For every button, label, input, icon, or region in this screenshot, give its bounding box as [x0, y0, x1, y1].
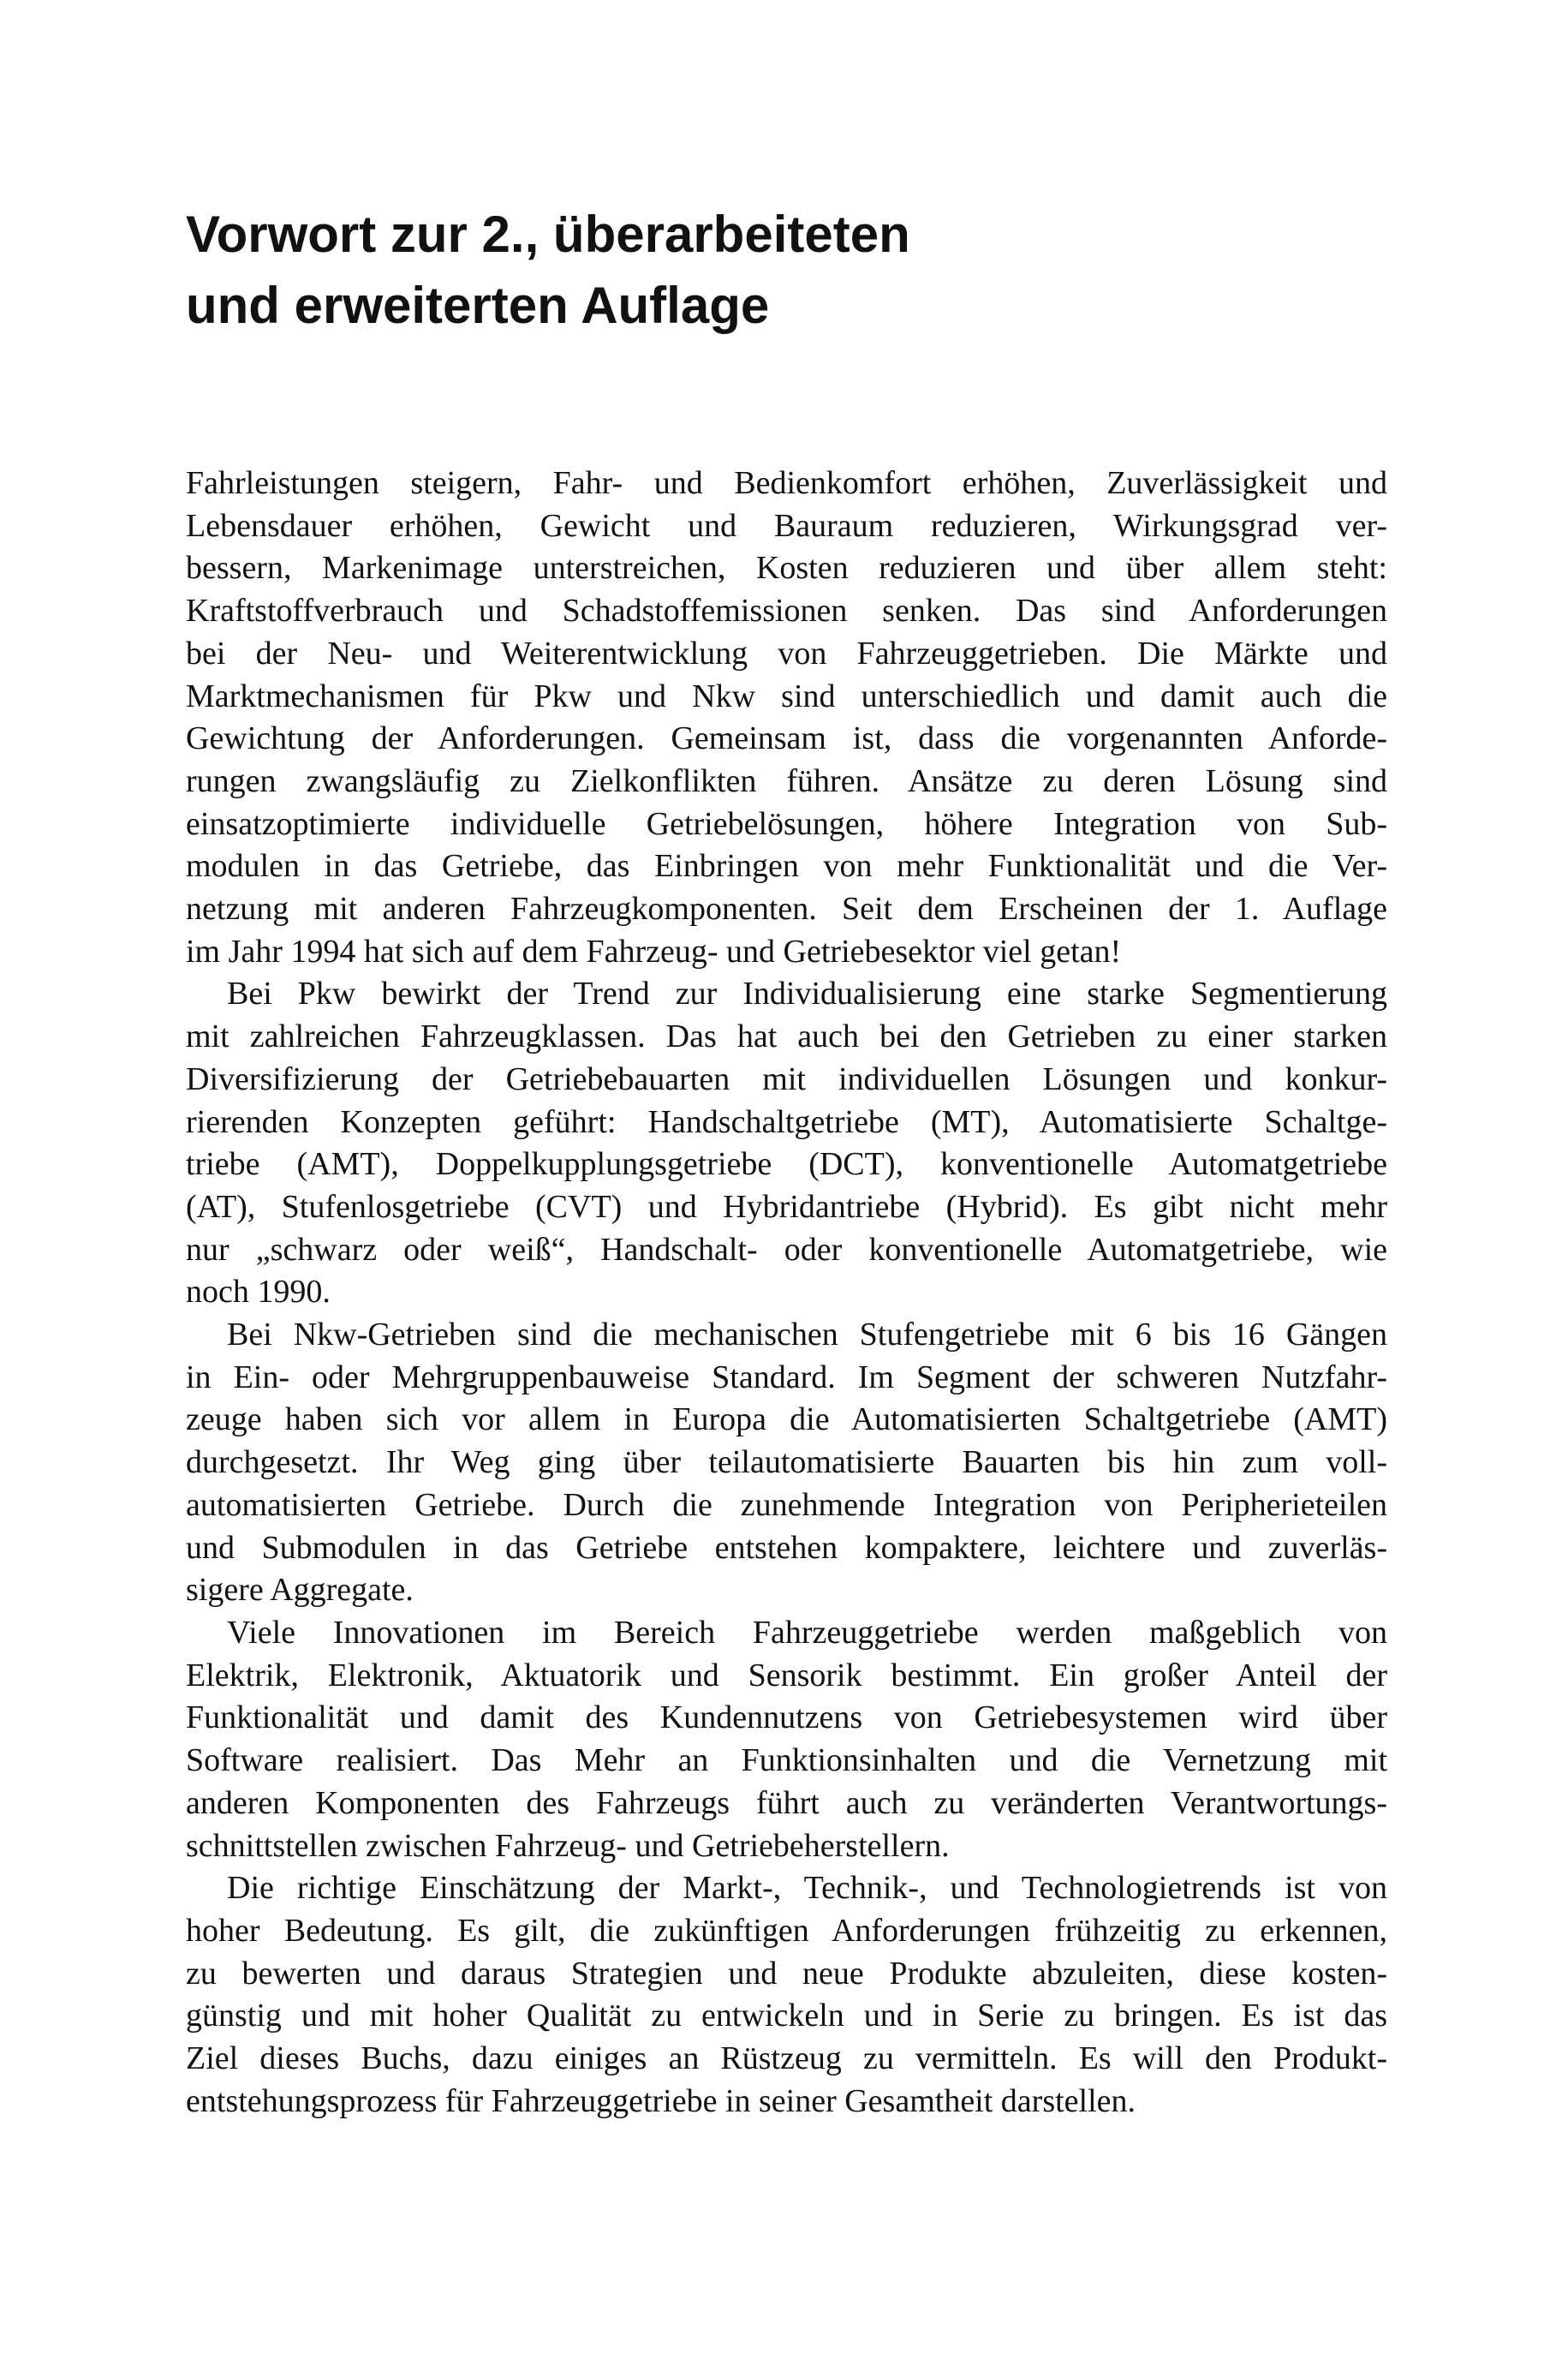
paragraph-4: [186, 1612, 1387, 1867]
paragraph-3: [186, 1314, 1387, 1612]
text-line: im Jahr 1994 hat sich auf dem Fahrzeug- und Getriebesektor viel getan!: [186, 933, 1122, 970]
text-line: (AT), Stufenlosgetriebe (CVT) und Hybridantriebe (Hybrid). Es gibt nicht mehr: [186, 1188, 1387, 1225]
text-line: günstig und mit hoher Qualität zu entwickeln und in Serie zu bringen. Es ist das: [186, 1998, 1387, 2034]
text-line: entstehungsprozess für Fahrzeuggetriebe in seiner Gesamtheit darstellen.: [186, 2082, 1136, 2119]
text-line: Die richtige Einschätzung der Markt-, Technik-, und Technologietrends ist von: [227, 1870, 1387, 1907]
text-line: automatisierten Getriebe. Durch die zunehmende Integration von Peripherieteilen: [186, 1486, 1387, 1523]
text-line: nur „schwarz oder weiß“, Handschalt- oder konventionelle Automatgetriebe, wie: [186, 1231, 1387, 1268]
text-line: Bei Pkw bewirkt der Trend zur Individualisierung eine starke Segmentierung: [227, 976, 1387, 1012]
text-line: durchgesetzt. Ihr Weg ging über teilautomatisierte Bauarten bis hin zum voll-: [186, 1444, 1387, 1481]
text-line: Bei Nkw-Getrieben sind die mechanischen Stufengetriebe mit 6 bis 16 Gängen: [227, 1317, 1387, 1353]
text-line: Marktmechanismen für Pkw und Nkw sind unterschiedlich und damit auch die: [186, 678, 1387, 714]
text-line: Gewichtung der Anforderungen. Gemeinsam ist, dass die vorgenannten Anforde-: [186, 720, 1387, 757]
text-line: bei der Neu- und Weiterentwicklung von Fahrzeuggetrieben. Die Märkte und: [186, 635, 1387, 672]
text-line: Fahrleistungen steigern, Fahr- und Bedienkomfort erhöhen, Zuverlässigkeit und: [186, 465, 1387, 501]
text-line: Elektrik, Elektronik, Aktuatorik und Sensorik bestimmt. Ein großer Anteil der: [186, 1657, 1387, 1693]
page-title: [186, 199, 1402, 341]
text-line: Ziel dieses Buchs, dazu einiges an Rüstzeug zu vermitteln. Es will den Produkt-: [186, 2040, 1387, 2077]
text-line: mit zahlreichen Fahrzeugklassen. Das hat auch bei den Getrieben zu einer starken: [186, 1018, 1387, 1055]
text-line: Software realisiert. Das Mehr an Funktionsinhalten und die Vernetzung mit: [186, 1742, 1387, 1779]
paragraph-2: [186, 973, 1387, 1314]
text-line: triebe (AMT), Doppelkupplungsgetriebe (DCT), konventionelle Automatgetriebe: [186, 1146, 1387, 1183]
text-line: zu bewerten und daraus Strategien und neue Produkte abzuleiten, diese kosten-: [186, 1955, 1387, 1992]
text-line: Kraftstoffverbrauch und Schadstoffemissionen senken. Das sind Anforderungen: [186, 593, 1387, 630]
text-line: hoher Bedeutung. Es gilt, die zukünftigen Anforderungen frühzeitig zu erkennen,: [186, 1912, 1387, 1949]
paragraph-5: [186, 1867, 1387, 2123]
text-line: Lebensdauer erhöhen, Gewicht und Bauraum reduzieren, Wirkungsgrad ver-: [186, 507, 1387, 544]
text-line: in Ein- oder Mehrgruppenbauweise Standard. Im Segment der schweren Nutzfahr-: [186, 1359, 1387, 1395]
text-line: modulen in das Getriebe, das Einbringen von mehr Funktionalität und die Ver-: [186, 848, 1387, 885]
text-line: netzung mit anderen Fahrzeugkomponenten. Seit dem Erscheinen der 1. Auflage: [186, 891, 1387, 928]
paragraph-1: [186, 463, 1387, 973]
text-line: noch 1990.: [186, 1274, 331, 1311]
text-line: rierenden Konzepten geführt: Handschaltgetriebe (MT), Automatisierte Schaltge-: [186, 1103, 1387, 1140]
text-line: Viele Innovationen im Bereich Fahrzeuggetriebe werden maßgeblich von: [227, 1614, 1387, 1651]
title-line: Vorwort zur 2., überarbeiteten: [186, 206, 910, 263]
text-line: rungen zwangsläufig zu Zielkonflikten führen. Ansätze zu deren Lösung sind: [186, 762, 1387, 799]
text-line: schnittstellen zwischen Fahrzeug- und Getriebeherstellern.: [186, 1827, 950, 1864]
text-line: sigere Aggregate.: [186, 1572, 414, 1609]
body-text: [186, 463, 1387, 2123]
text-line: einsatzoptimierte individuelle Getriebelösungen, höhere Integration von Sub-: [186, 805, 1387, 842]
text-line: anderen Komponenten des Fahrzeugs führt auch zu veränderten Verantwortungs-: [186, 1784, 1387, 1821]
text-line: bessern, Markenimage unterstreichen, Kosten reduzieren und über allem steht:: [186, 550, 1387, 587]
text-line: zeuge haben sich vor allem in Europa die Automatisierten Schaltgetriebe (AMT): [186, 1401, 1387, 1438]
text-line: Diversifizierung der Getriebebauarten mit individuellen Lösungen und konkur-: [186, 1060, 1387, 1097]
title-line: und erweiterten Auflage: [186, 277, 770, 334]
text-line: und Submodulen in das Getriebe entstehen kompaktere, leichtere und zuverläs-: [186, 1529, 1387, 1566]
text-line: Funktionalität und damit des Kundennutzens von Getriebesystemen wird über: [186, 1699, 1387, 1736]
